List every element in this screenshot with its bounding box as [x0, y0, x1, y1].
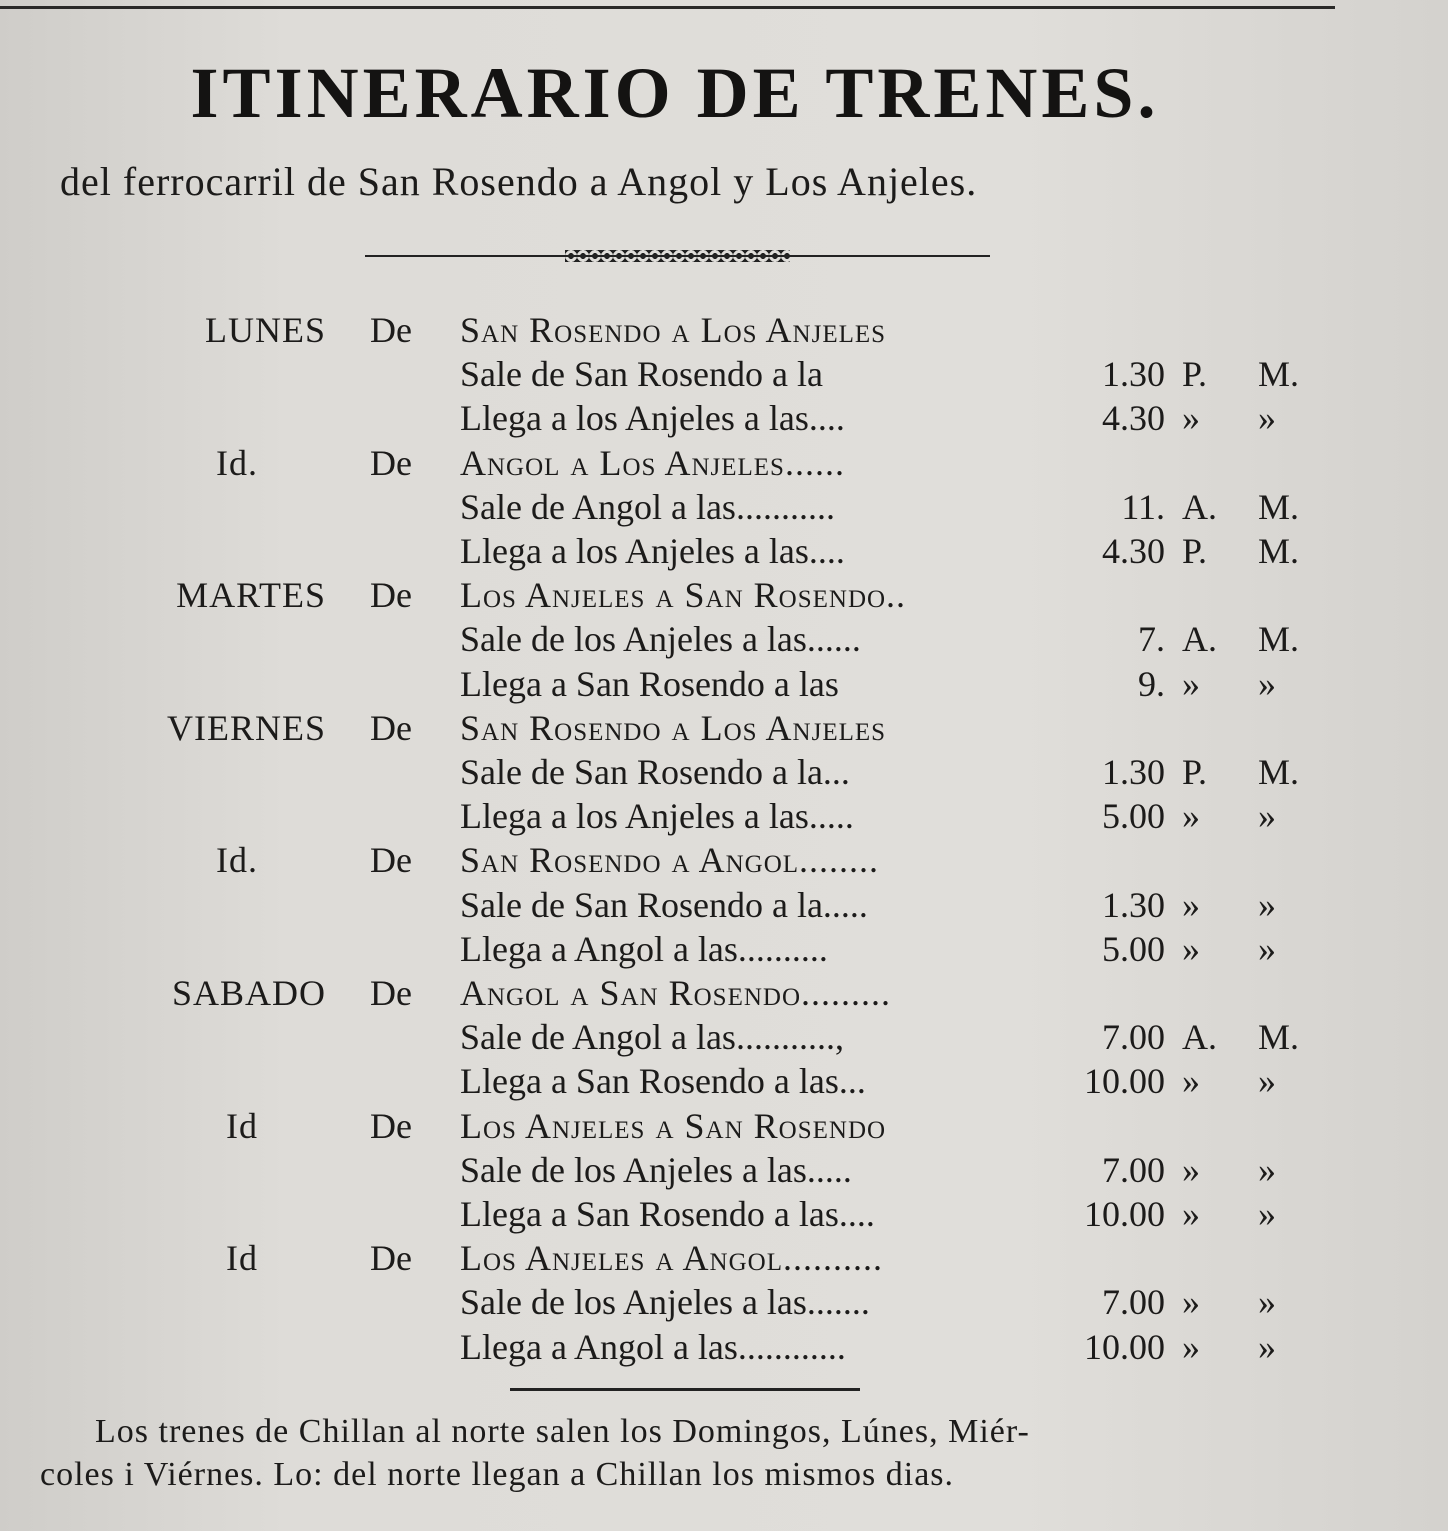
meridiem-b: » — [1258, 1061, 1276, 1102]
schedule-line — [0, 1325, 1448, 1369]
schedule-text: Sale de los Anjeles a las..... — [460, 1149, 852, 1190]
route-name: Angol a San Rosendo......... — [460, 973, 892, 1013]
schedule-line — [0, 529, 1448, 573]
schedule-text: Llega a los Anjeles a las..... — [460, 796, 854, 837]
schedule-text: Sale de San Rosendo a la... — [460, 752, 850, 792]
departure-time: 7.00 — [1102, 1149, 1165, 1190]
ornamental-divider — [365, 250, 990, 262]
meridiem-b: » — [1258, 1149, 1276, 1190]
meridiem-a: » — [1182, 1282, 1200, 1323]
de-label: De — [370, 840, 412, 881]
schedule-line — [0, 1015, 1448, 1059]
schedule-line — [0, 1148, 1448, 1192]
footer-line: Los trenes de Chillan al norte salen los Domingos, Lúnes, Miér- — [95, 1413, 1030, 1450]
meridiem-b: M. — [1258, 619, 1300, 660]
departure-time: 7.00 — [1102, 1017, 1165, 1058]
schedule-text: Llega a Angol a las............ — [460, 1326, 846, 1367]
meridiem-b: » — [1258, 1282, 1276, 1323]
route-name: Los Anjeles a San Rosendo — [460, 1105, 887, 1146]
schedule-line — [0, 750, 1448, 794]
day-label: SABADO — [171, 973, 326, 1013]
route-name: San Rosendo a Los Anjeles — [460, 310, 887, 350]
schedule-text: Llega a los Anjeles a las.... — [460, 531, 845, 571]
meridiem-a: » — [1182, 796, 1200, 837]
de-label: De — [370, 310, 412, 350]
departure-time: 4.30 — [1102, 398, 1165, 439]
meridiem-b: » — [1258, 1326, 1276, 1367]
schedule-line — [0, 396, 1448, 440]
meridiem-a: » — [1182, 1061, 1200, 1102]
schedule-line — [0, 617, 1448, 661]
day-label: Id. — [216, 442, 258, 483]
de-label: De — [370, 707, 412, 748]
meridiem-b: M. — [1258, 531, 1300, 571]
meridiem-a: » — [1182, 884, 1200, 925]
schedule-line — [0, 662, 1448, 706]
departure-time: 7.00 — [1102, 1282, 1165, 1323]
meridiem-b: » — [1258, 928, 1276, 969]
schedule-text: Llega a Angol a las.......... — [460, 928, 828, 969]
route-header-row — [0, 971, 1448, 1015]
meridiem-b: » — [1258, 884, 1276, 925]
meridiem-b: M. — [1258, 752, 1300, 792]
page-title: ITINERARIO DE TRENES. — [190, 53, 1160, 133]
departure-time: 9. — [1138, 663, 1165, 704]
departure-time: 5.00 — [1102, 796, 1165, 837]
schedule-text: Sale de Angol a las..........., — [460, 1017, 844, 1058]
schedule-line — [0, 883, 1448, 927]
meridiem-a: » — [1182, 663, 1200, 704]
schedule-text: Sale de los Anjeles a las....... — [460, 1282, 870, 1323]
schedule-text: Sale de San Rosendo a la..... — [460, 884, 868, 925]
departure-time: 1.30 — [1102, 884, 1165, 925]
meridiem-b: M. — [1258, 1017, 1300, 1058]
schedule-line — [0, 1059, 1448, 1103]
route-header-row — [0, 1236, 1448, 1280]
departure-time: 1.30 — [1102, 752, 1165, 792]
route-name: Los Anjeles a San Rosendo.. — [460, 575, 907, 616]
de-label: De — [370, 575, 412, 616]
schedule-text: Sale de Angol a las........... — [460, 486, 835, 527]
subtitle: del ferrocarril de San Rosendo a Angol y Los Anjeles. — [60, 159, 978, 204]
day-label: MARTES — [176, 575, 326, 616]
meridiem-a: » — [1182, 398, 1200, 439]
bottom-rule — [510, 1388, 860, 1391]
departure-time: 11. — [1121, 486, 1165, 527]
meridiem-a: A. — [1182, 486, 1217, 527]
route-header-row — [0, 441, 1448, 485]
de-label: De — [370, 442, 412, 483]
schedule-line — [0, 927, 1448, 971]
schedule-text: Sale de los Anjeles a las...... — [460, 619, 861, 660]
day-label: Id. — [216, 840, 258, 881]
day-label: Id — [226, 1105, 258, 1146]
route-name: Los Anjeles a Angol.......... — [460, 1238, 883, 1279]
schedule-line — [0, 1280, 1448, 1324]
schedule-text: Llega a los Anjeles a las.... — [460, 398, 845, 439]
de-label: De — [370, 973, 412, 1013]
meridiem-a: P. — [1182, 354, 1208, 395]
departure-time: 1.30 — [1102, 354, 1165, 395]
route-header-row — [0, 308, 1448, 352]
day-label: Id — [226, 1238, 258, 1279]
route-name: Angol a Los Anjeles...... — [460, 442, 845, 483]
day-label: VIERNES — [167, 707, 326, 748]
meridiem-b: » — [1258, 1194, 1276, 1234]
day-label: LUNES — [205, 310, 326, 350]
route-header-row — [0, 1104, 1448, 1148]
schedule-text: Llega a San Rosendo a las... — [460, 1061, 866, 1102]
footer-line: coles i Viérnes. Lo: del norte llegan a Chillan los mismos dias. — [40, 1456, 955, 1493]
schedule-line — [0, 352, 1448, 396]
de-label: De — [370, 1105, 412, 1146]
meridiem-b: » — [1258, 663, 1276, 704]
schedule-line — [0, 485, 1448, 529]
top-rule — [0, 6, 1335, 9]
meridiem-a: » — [1182, 1149, 1200, 1190]
departure-time: 4.30 — [1102, 531, 1165, 571]
route-name: San Rosendo a Angol........ — [460, 840, 880, 881]
route-header-row — [0, 706, 1448, 750]
schedule-line — [0, 794, 1448, 838]
route-header-row — [0, 573, 1448, 617]
meridiem-a: » — [1182, 1326, 1200, 1367]
de-label: De — [370, 1238, 412, 1279]
meridiem-a: » — [1182, 1194, 1200, 1234]
meridiem-b: M. — [1258, 486, 1300, 527]
meridiem-b: » — [1258, 796, 1276, 837]
meridiem-b: M. — [1258, 354, 1300, 395]
meridiem-a: A. — [1182, 619, 1217, 660]
departure-time: 7. — [1138, 619, 1165, 660]
schedule-text: Llega a San Rosendo a las — [460, 663, 839, 704]
schedule-text: Sale de San Rosendo a la — [460, 354, 823, 395]
meridiem-a: P. — [1182, 531, 1208, 571]
departure-time: 10.00 — [1084, 1061, 1165, 1102]
schedule-text: Llega a San Rosendo a las.... — [460, 1194, 875, 1234]
meridiem-b: » — [1258, 398, 1276, 439]
route-name: San Rosendo a Los Anjeles — [460, 707, 887, 748]
schedule-line — [0, 1192, 1448, 1236]
route-header-row — [0, 838, 1448, 882]
departure-time: 10.00 — [1084, 1194, 1165, 1234]
departure-time: 10.00 — [1084, 1326, 1165, 1367]
departure-time: 5.00 — [1102, 928, 1165, 969]
meridiem-a: » — [1182, 928, 1200, 969]
meridiem-a: A. — [1182, 1017, 1217, 1058]
meridiem-a: P. — [1182, 752, 1208, 792]
